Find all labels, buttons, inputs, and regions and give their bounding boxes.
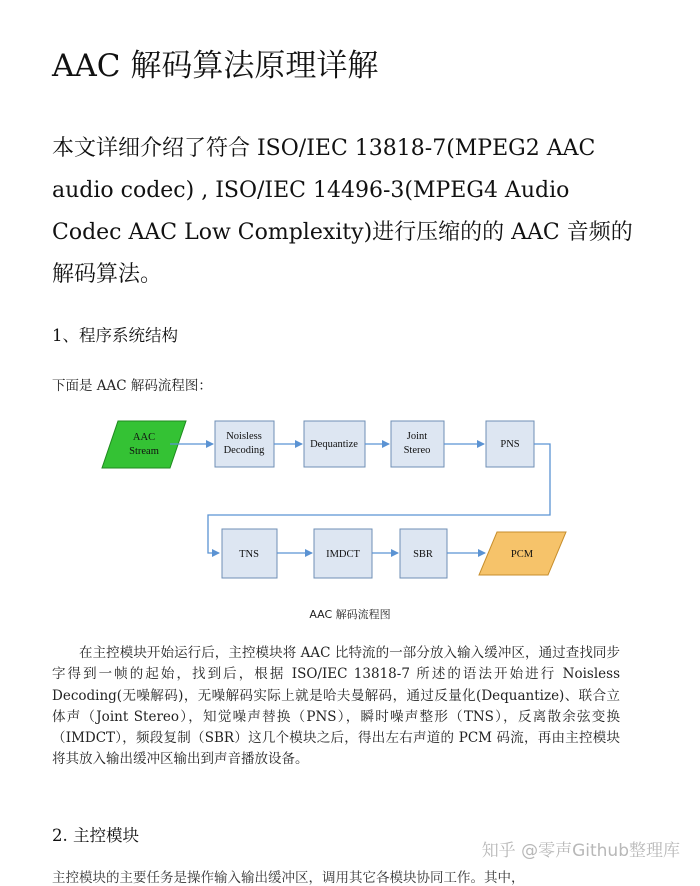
flow-node-label: AAC <box>132 432 156 443</box>
flow-node-label: TNS <box>239 549 259 560</box>
flow-node-dequantize <box>304 421 365 467</box>
page-title: AAC 解码算法原理详解 <box>52 48 379 84</box>
aac-decoding-flowchart <box>0 405 700 600</box>
flow-node-label: IMDCT <box>326 549 360 560</box>
flow-node-label: PCM <box>510 549 534 560</box>
flow-node-tns <box>222 529 277 578</box>
main-control-description: 在主控模块开始运行后，主控模块将 AAC 比特流的一部分放入输入缓冲区，通过查找同步字得到一帧的起始，找到后，根据 ISO/IEC 13818-7 所述的语法开始进行 Noisless Decoding(无噪解码)，无噪解码实际上就是哈夫曼解码，通过反量化(Dequantize)、联合立体声（Joint Stereo），知觉噪声替换（PNS），瞬时噪声整形（TNS），反离散余弦变换（IMDCT），频段复制（SBR）这几个模块之后，得出左右声道的 PCM 码流，再由主控模块将其放入输出缓冲区输出到声音播放设备。 <box>52 645 620 768</box>
zhihu-watermark: 知乎 @零声Github整理库 <box>481 841 680 861</box>
flow-node-label: Stream <box>129 446 159 457</box>
flow-node-joint-stereo <box>391 421 444 467</box>
flow-node-pns <box>486 421 534 467</box>
flow-node-label: Noisless <box>226 431 262 442</box>
flowchart-lead-text: 下面是 AAC 解码流程图： <box>52 378 212 394</box>
flowchart-caption: AAC 解码流程图 <box>309 608 391 621</box>
flow-node-label: Stereo <box>403 445 431 456</box>
flow-node-pcm <box>479 532 566 575</box>
flow-node-imdct <box>314 529 372 578</box>
flow-node-label: PNS <box>500 439 520 450</box>
cutoff-paragraph: 主控模块的主要任务是操作输入输出缓冲区，调用其它各模块协同工作。其中， <box>52 870 525 886</box>
flow-node-label: SBR <box>413 549 433 560</box>
flow-node-label: Decoding <box>223 445 265 456</box>
flow-node-label: Joint <box>406 431 428 442</box>
section-heading-main-control: 2. 主控模块 <box>52 826 139 845</box>
flow-node-label: Dequantize <box>310 439 358 450</box>
flow-node-noisless-decoding <box>215 421 274 467</box>
flow-node-sbr <box>400 529 447 578</box>
intro-paragraph: 本文详细介绍了符合 ISO/IEC 13818-7(MPEG2 AAC audio codec) , ISO/IEC 14496-3(MPEG4 Audio Codec AAC Low Complexity)进行压缩的的 AAC 音频的解码算法。 <box>52 136 633 287</box>
section-heading-structure: 1、程序系统结构 <box>52 326 178 345</box>
